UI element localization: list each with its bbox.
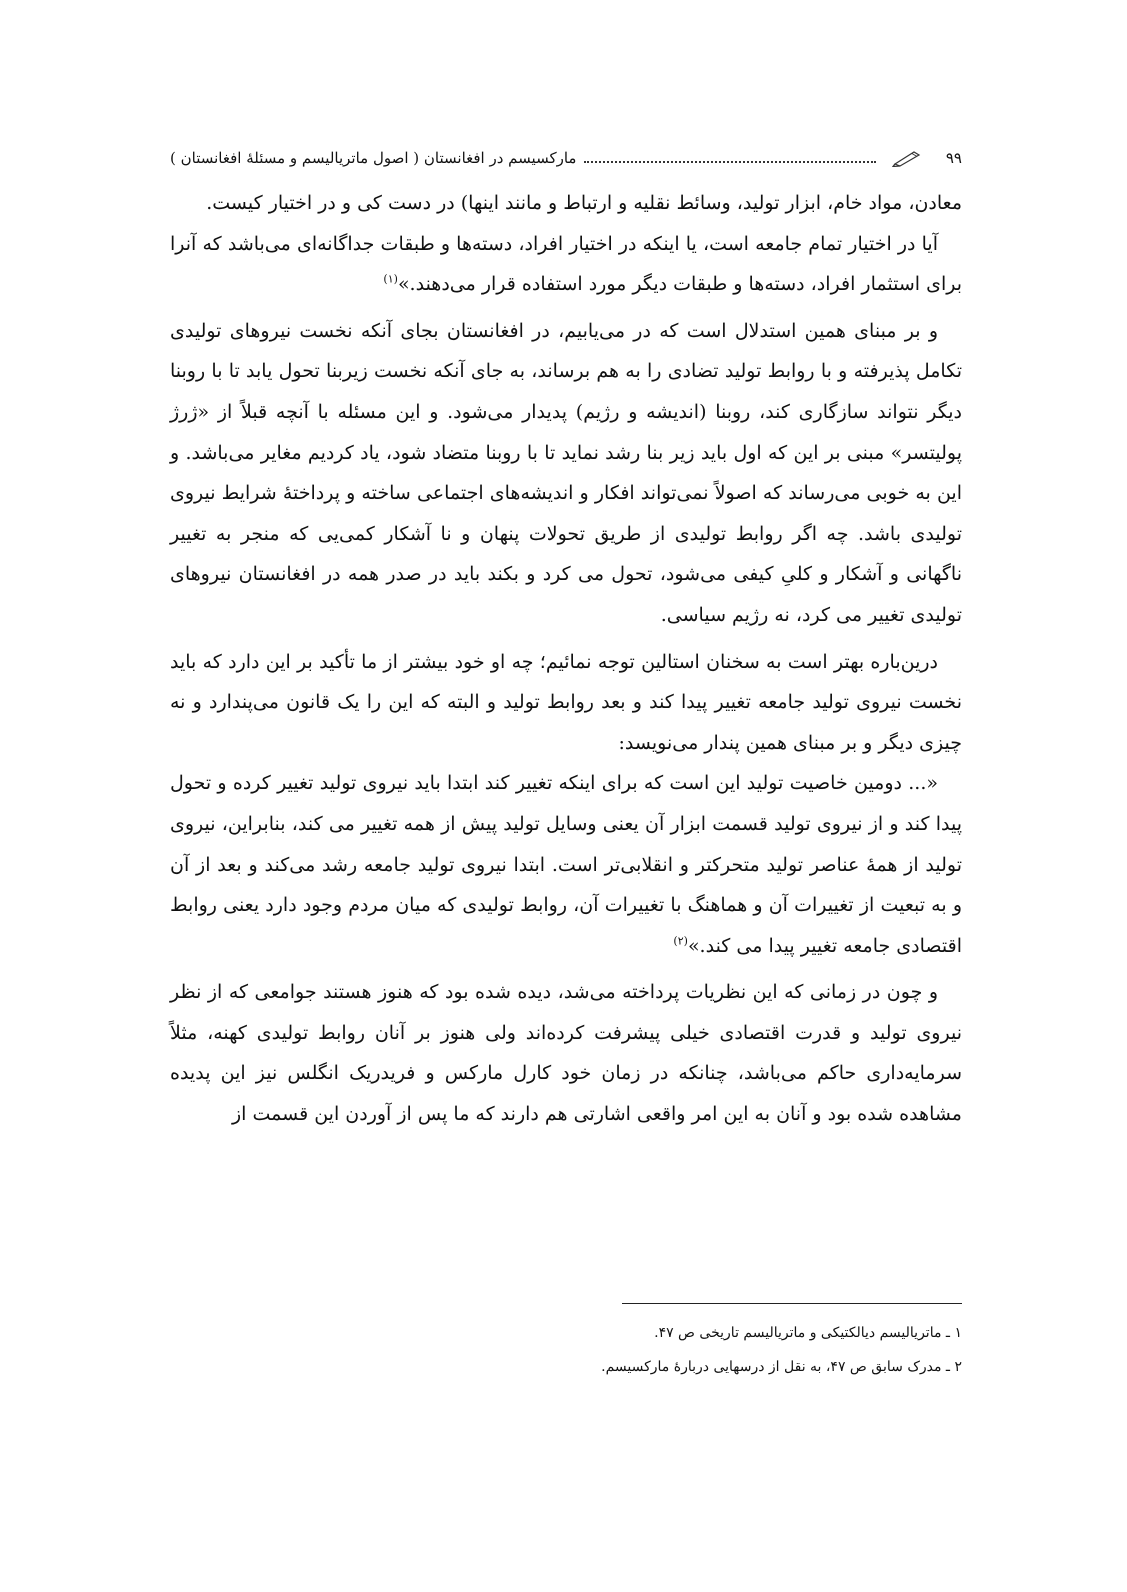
pen-icon — [892, 149, 922, 167]
paragraph-text: معادن، مواد خام، ابزار تولید، وسائط نقلیه و ارتباط و مانند اینها) در دست کی و در اختیار کیست. — [206, 192, 962, 214]
paragraph — [170, 972, 962, 1134]
footnote-item: ۱ ـ ماتریالیسم دیالکتیکی و ماتریالیسم تاریخی ص ۴۷. — [654, 1325, 962, 1341]
header-leader-dots — [584, 161, 875, 163]
running-header — [170, 144, 962, 172]
paragraph — [170, 224, 962, 305]
paragraph-text: «... دومین خاصیت تولید این است که برای اینکه تغییر کند ابتدا باید نیروی تولید تغییر کرده و تحول پیدا کند و از نیروی تولید قسمت ابزار آن یعنی وسایل تولید پیش از همه تغییر می کند، بنابراین، نیروی تولید از همهٔ عناصر تولید متحرکتر و انقلابی‌تر است. ابتدا نیروی تولید جامعه رشد می‌کند و بعد از آن و به تبعیت از تغییرات آن و هماهنگ با تغییرات آن، روابط تولیدی که میان مردم وجود دارد یعنی روابط اقتصادی جامعه تغییر پیدا می کند.» — [170, 772, 962, 957]
footnote-ref: (۲) — [673, 934, 688, 948]
paragraph — [170, 183, 962, 224]
paragraph-text: درین‌باره بهتر است به سخنان استالین توجه نمائیم؛ چه او خود بیشتر از ما تأکید بر این دارد که باید نخست نیروی تولید جامعه تغییر پیدا کند و بعد روابط تولید و البته که این را یک قانون می‌پندارد و نه چیزی دیگر و بر مبنای همین پندار می‌نویسد: — [170, 650, 962, 754]
footnote-item: ۲ ـ مدرک سابق ص ۴۷، به نقل از درسهایی دربارهٔ مارکسیسم. — [601, 1359, 962, 1375]
footnote-ref: (۱) — [383, 272, 398, 286]
page-number: ۹۹ — [945, 149, 962, 167]
header-title: مارکسیسم در افغانستان ( اصول ماتریالیسم و مسئلهٔ افغانستان ) — [170, 149, 577, 167]
footnote-separator — [622, 1303, 962, 1304]
paragraph-text: و بر مبنای همین استدلال است که در می‌یابیم، در افغانستان بجای آنکه نخست نیروهای تولیدی تکامل پذیرفته و با روابط تولید تضادی را به هم برساند، به جای آنکه نخست زیربنا تحول یابد تا با روبنا دیگر نتواند سازگاری کند، روبنا (اندیشه و رژیم) پدیدار می‌شود. و این مسئله با آنچه قبلاً از «ژرژ پولیتسر» مبنی بر این که اول باید زیر بنا رشد نماید تا با روبنا متضاد شود، یاد کردیم مغایر می‌باشد. و این به خوبی می‌رساند که اصولاً نمی‌تواند افکار و اندیشه‌های اجتماعی ساخته و پرداختهٔ شرایط نیروی تولیدی باشد. چه اگر روابط تولیدی از طریق تحولات پنهان و نا آشکار کمی‌یی که منجر به تغییر ناگهانی و آشکار و کلیِ کیفی می‌شود، تحول می کرد و بکند باید در صدر همه در افغانستان نیروهای تولیدی تغییر می کرد، نه رژیم سیاسی. — [170, 319, 962, 626]
paragraph-text: آیا در اختیار تمام جامعه است، یا اینکه در اختیار افراد، دسته‌ها و طبقات جداگانه‌ای می‌باشد که آنرا برای استثمار افراد، دسته‌ها و طبقات دیگر مورد استفاده قرار می‌دهند.» — [170, 232, 962, 296]
footnotes — [170, 1316, 962, 1384]
body-text — [170, 183, 962, 1135]
paragraph-text: و چون در زمانی که این نظریات پرداخته می‌شد، دیده شده بود که هنوز هستند جوامعی که از نظر نیروی تولید و قدرت اقتصادی خیلی پیشرفت کرده‌اند ولی هنوز بر آنان روابط تولیدی کهنه، مثلاً سرمایه‌داری حاکم می‌باشد، چنانکه در زمان خود کارل مارکس و فریدریک انگلس نیز این پدیده مشاهده شده بود و آنان به این امر واقعی اشارتی هم دارند که ما پس از آوردن این قسمت از — [170, 981, 962, 1126]
paragraph — [170, 311, 962, 636]
paragraph — [170, 642, 962, 764]
quote-paragraph — [170, 763, 962, 966]
